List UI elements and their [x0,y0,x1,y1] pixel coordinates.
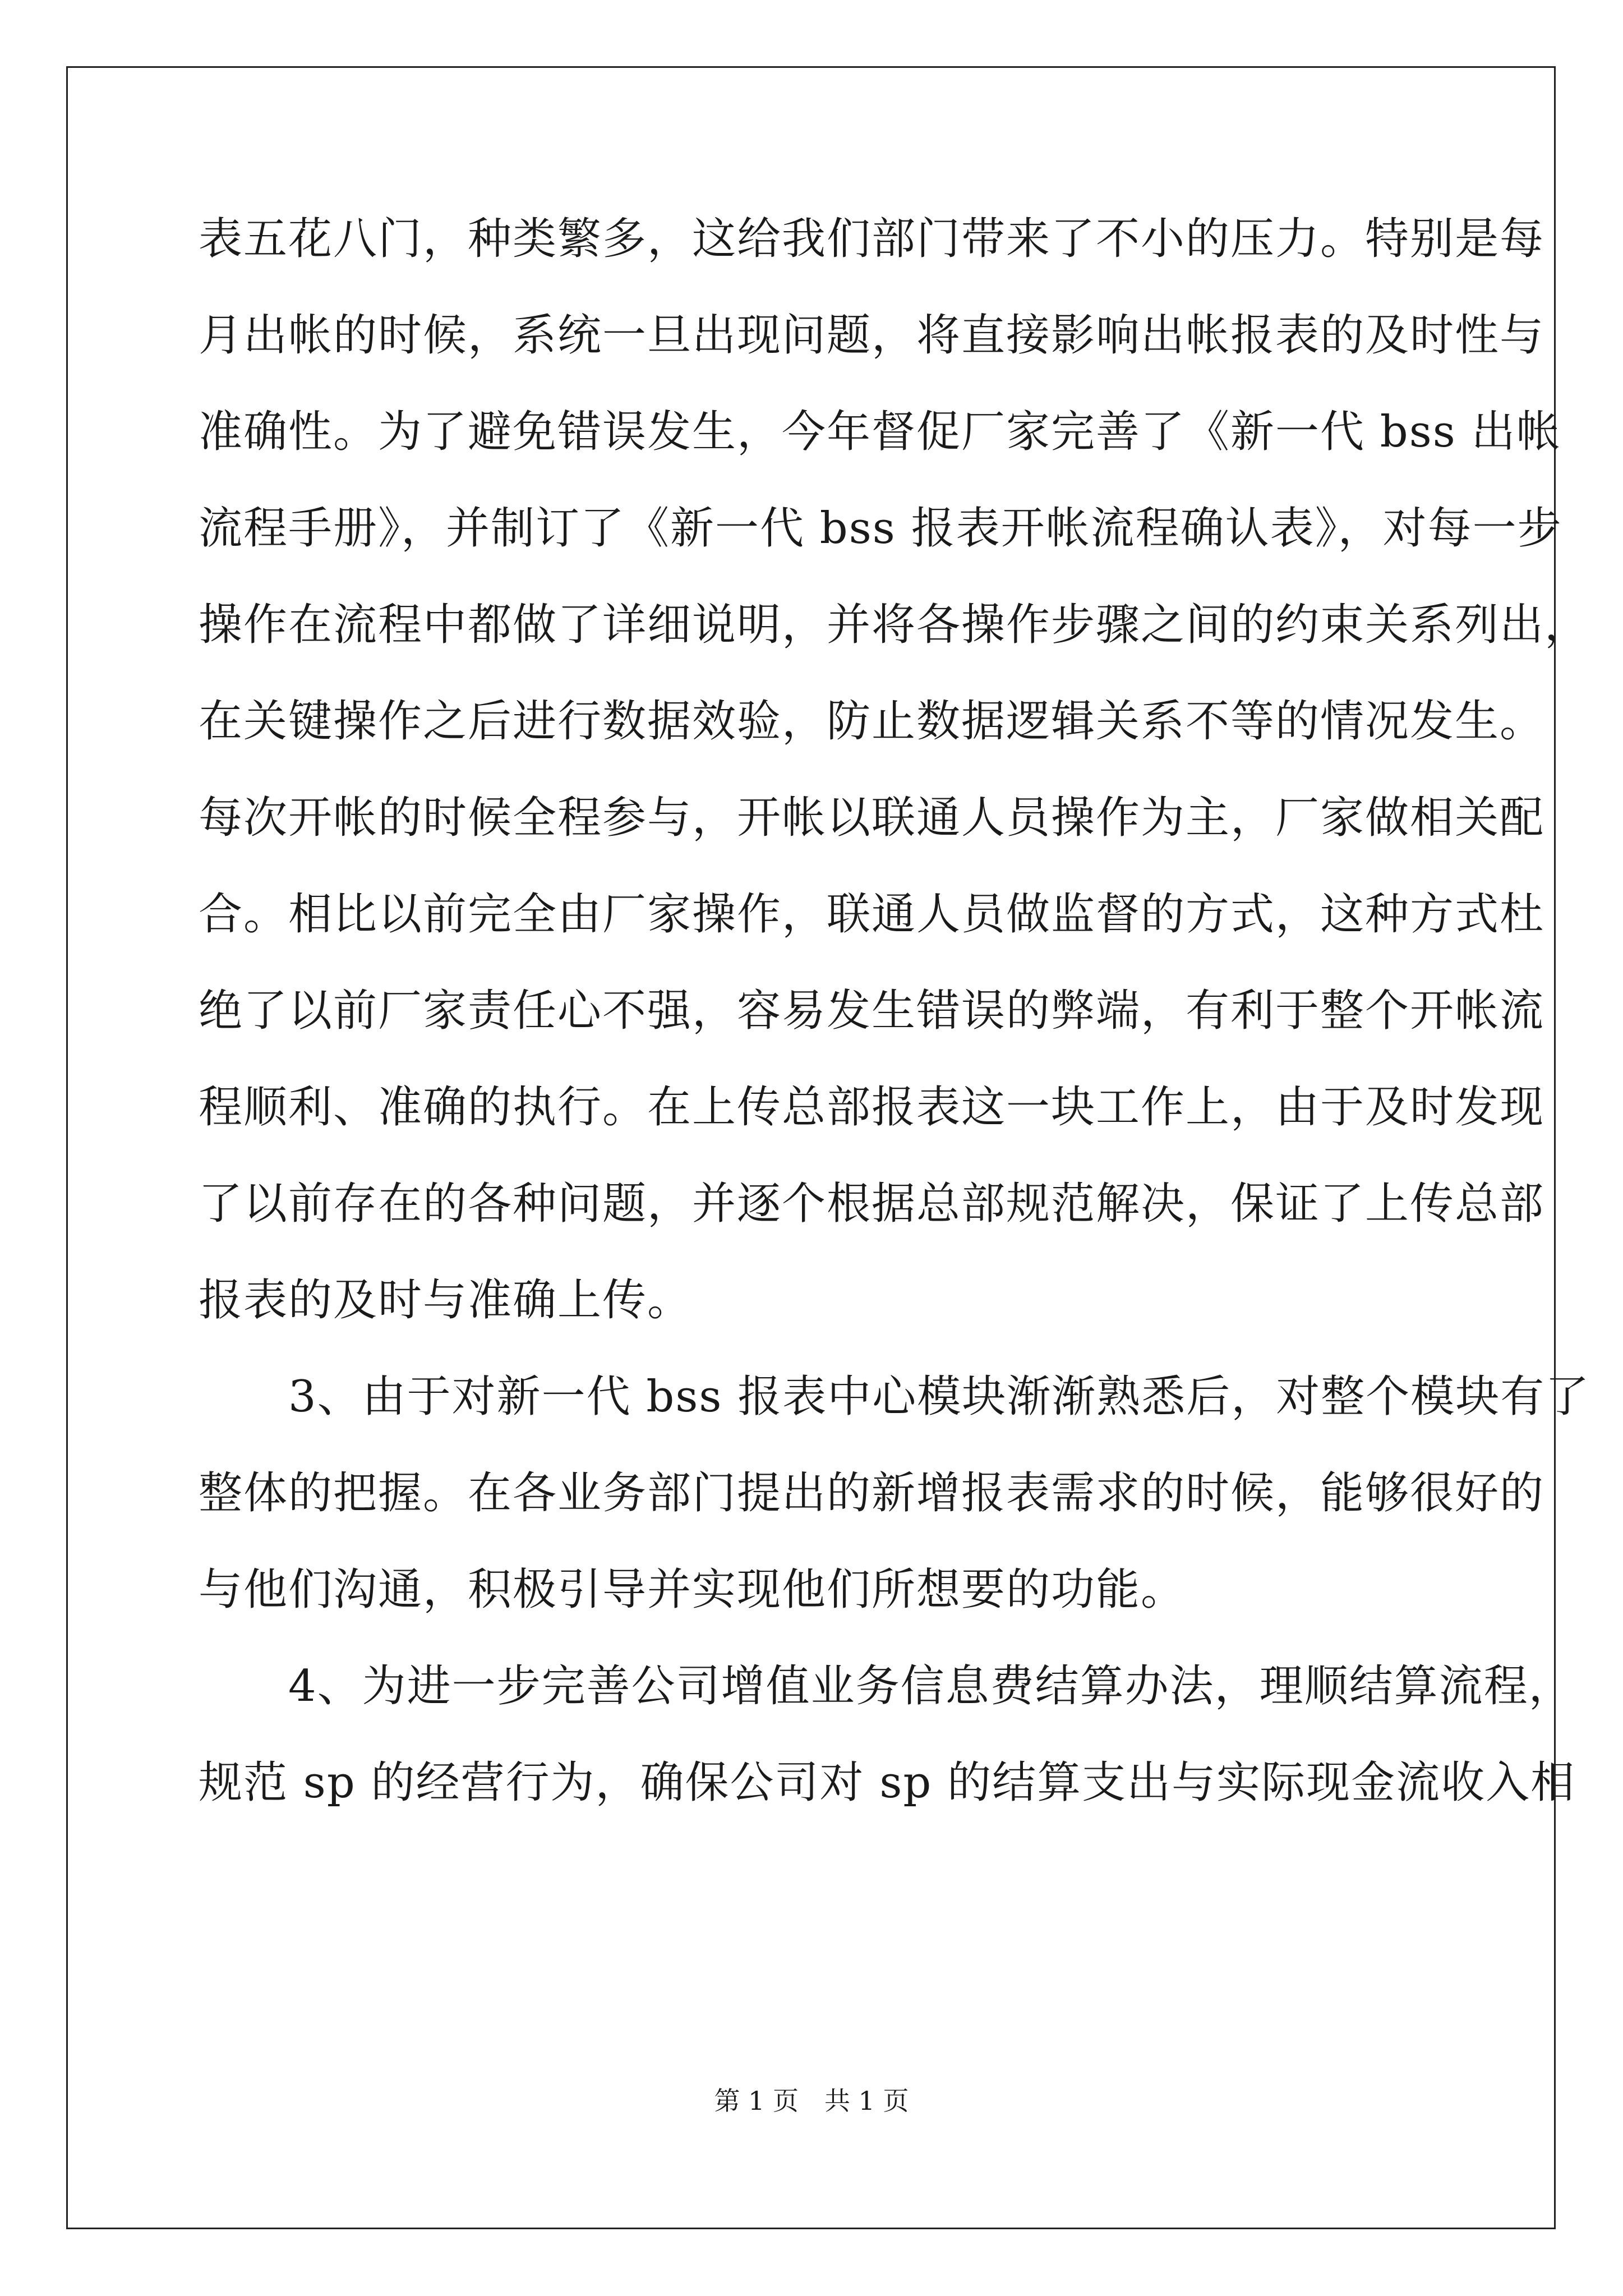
text-line: 3、由于对新一代 bss 报表中心模块渐渐熟悉后，对整个模块有了 [199,1372,1590,1422]
text-line: 4、为进一步完善公司增值业务信息费结算办法，理顺结算流程， [199,1661,1574,1711]
text-line: 报表的及时与准确上传。 [199,1275,693,1326]
text-line: 整体的把握。在各业务部门提出的新增报表需求的时候，能够很好的 [199,1468,1545,1519]
text-line: 流程手册》，并制订了《新一代 bss 报表开帐流程确认表》，对每一步 [199,503,1562,554]
text-line: 了以前存在的各种问题，并逐个根据总部规范解决，保证了上传总部 [199,1179,1545,1229]
text-line: 表五花八门，种类繁多，这给我们部门带来了不小的压力。特别是每 [199,214,1545,264]
page-footer [0,2084,1623,2118]
text-line: 在关键操作之后进行数据效验，防止数据逻辑关系不等的情况发生。 [199,696,1545,747]
document-body [199,191,1590,1831]
text-line: 操作在流程中都做了详细说明，并将各操作步骤之间的约束关系列出， [199,600,1590,650]
text-line: 月出帐的时候，系统一旦出现问题，将直接影响出帐报表的及时性与 [199,310,1545,361]
page-number: 第 1 页 共 1 页 [714,2086,909,2116]
text-line: 准确性。为了避免错误发生，今年督促厂家完善了《新一代 bss 出帐 [199,407,1561,457]
text-line: 程顺利、准确的执行。在上传总部报表这一块工作上，由于及时发现 [199,1082,1545,1133]
text-line: 与他们沟通，积极引导并实现他们所想要的功能。 [199,1565,1186,1615]
text-line: 合。相比以前完全由厂家操作，联通人员做监督的方式，这种方式杜 [199,889,1545,940]
text-line: 每次开帐的时候全程参与，开帐以联通人员操作为主，厂家做相关配 [199,793,1545,843]
text-line: 规范 sp 的经营行为，确保公司对 sp 的结算支出与实际现金流收入相 [199,1757,1576,1808]
text-line: 绝了以前厂家责任心不强，容易发生错误的弊端，有利于整个开帐流 [199,986,1545,1036]
